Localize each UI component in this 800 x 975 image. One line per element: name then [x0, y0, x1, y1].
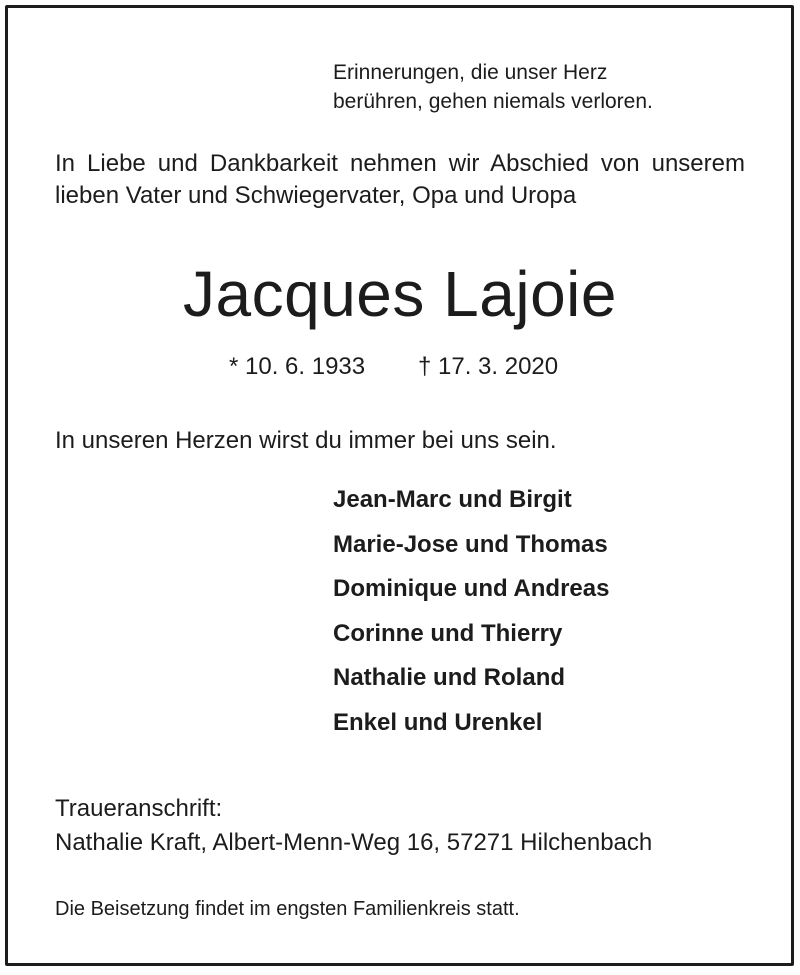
closing-line: In unseren Herzen wirst du immer bei uns sein. — [55, 427, 557, 454]
quote-line-1: Erinnerungen, die unser Herz — [333, 61, 608, 84]
death-date: † 17. 3. 2020 — [418, 353, 559, 380]
address-text: Nathalie Kraft, Albert-Menn-Weg 16, 57271 Hilchenbach — [55, 829, 653, 856]
funeral-note: Die Beisetzung findet im engsten Familienkreis statt. — [55, 898, 520, 920]
deceased-name: Jacques Lajoie — [183, 258, 617, 330]
birth-date: * 10. 6. 1933 — [229, 353, 366, 380]
intro-text: In Liebe und Dankbarkeit nehmen wir Abschied von unserem lieben Vater und Schwiegervater, Opa und Uropa — [55, 150, 745, 209]
address-label: Traueranschrift: — [55, 795, 223, 822]
mourner-item: Marie-Jose und Thomas — [333, 530, 608, 558]
mourner-item: Corinne und Thierry — [333, 619, 563, 647]
memorial-quote — [333, 58, 653, 116]
mourner-item: Jean-Marc und Birgit — [333, 486, 572, 513]
quote-line-2: berühren, gehen niemals verloren. — [333, 90, 653, 113]
mourner-item: Nathalie und Roland — [333, 664, 566, 691]
mourner-item: Enkel und Urenkel — [333, 708, 543, 736]
mourners-list — [333, 478, 609, 745]
mourner-item: Dominique und Andreas — [333, 575, 610, 602]
